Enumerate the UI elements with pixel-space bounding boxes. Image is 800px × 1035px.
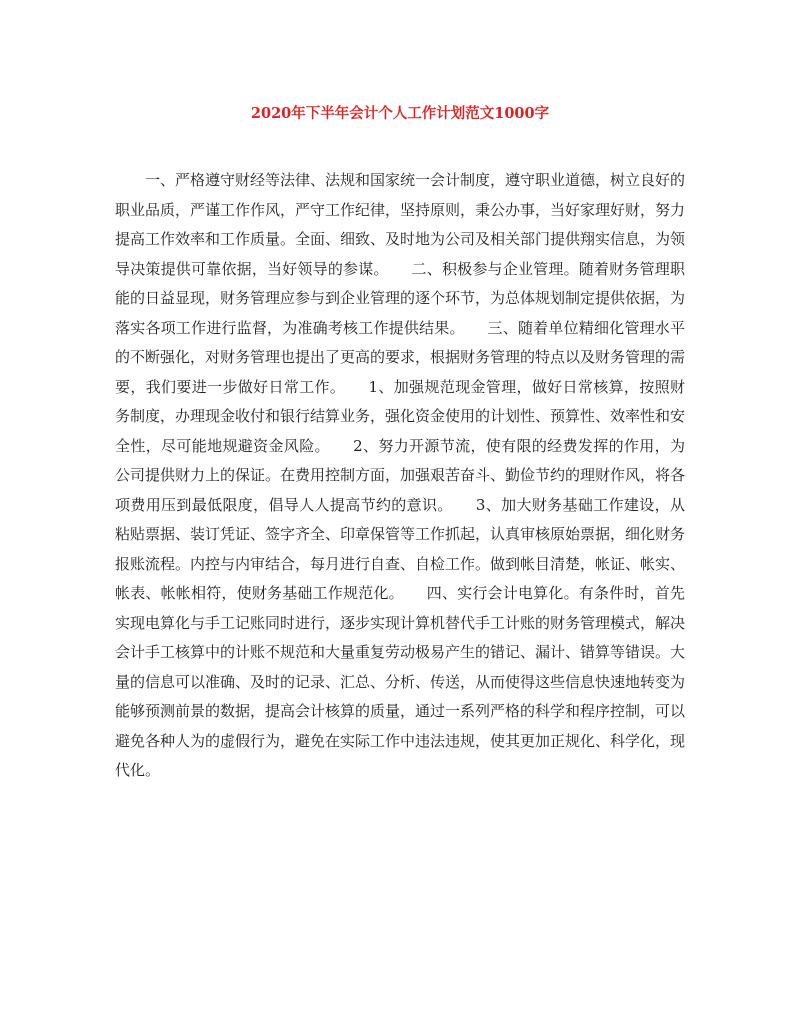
document-body-paragraph: 一、严格遵守财经等法律、法规和国家统一会计制度，遵守职业道德，树立良好的职业品质，严谨工作作风，严守工作纪律，坚持原则，秉公办事，当好家理好财，努力提高工作效率和工作质量。全面、细致、及时地为公司及相关部门提供翔实信息，为领导决策提供可靠依据，当好领导的参谋。 二、积极参与企业管理。随着财务管理职能的日益显现，财务管理应参与到企业管理的逐个环节，为总体规划制定提供依据，为落实各项工作进行监督，为准确考核工作提供结果。 三、随着单位精细化管理水平的不断强化，对财务管理也提出了更高的要求，根据财务管理的特点以及财务管理的需要，我们要进一步做好日常工作。 1、加强规范现金管理，做好日常核算，按照财务制度，办理现金收付和银行结算业务，强化资金使用的计划性、预算性、效率性和安全性，尽可能地规避资金风险。 2、努力开源节流，使有限的经费发挥的作用，为公司提供财力上的保证。在费用控制方面，加强艰苦奋斗、勤俭节约的理财作风，将各项费用压到最低限度，倡导人人提高节约的意识。 3、加大财务基础工作建设，从粘贴票据、装订凭证、签字齐全、印章保管等工作抓起，认真审核原始票据，细化财务报账流程。内控与内审结合，每月进行自查、自检工作。做到帐目清楚，帐证、帐实、帐表、帐帐相符，使财务基础工作规范化。 四、实行会计电算化。有条件时，首先实现电算化与手工记账同时进行，逐步实现计算机替代手工计账的财务管理模式，解决会计手工核算中的计账不规范和大量重复劳动极易产生的错记、漏计、错算等错误。大量的信息可以准确、及时的记录、汇总、分析、传送，从而使得这些信息快速地转变为能够预测前景的数据，提高会计核算的质量，通过一系列严格的科学和程序控制，可以避免各种人为的虚假行为，避免在实际工作中违法违规，使其更加正规化、科学化，现代化。 xyxy=(115,171,686,779)
document-title: 2020年下半年会计个人工作计划范文1000字 xyxy=(250,105,550,122)
